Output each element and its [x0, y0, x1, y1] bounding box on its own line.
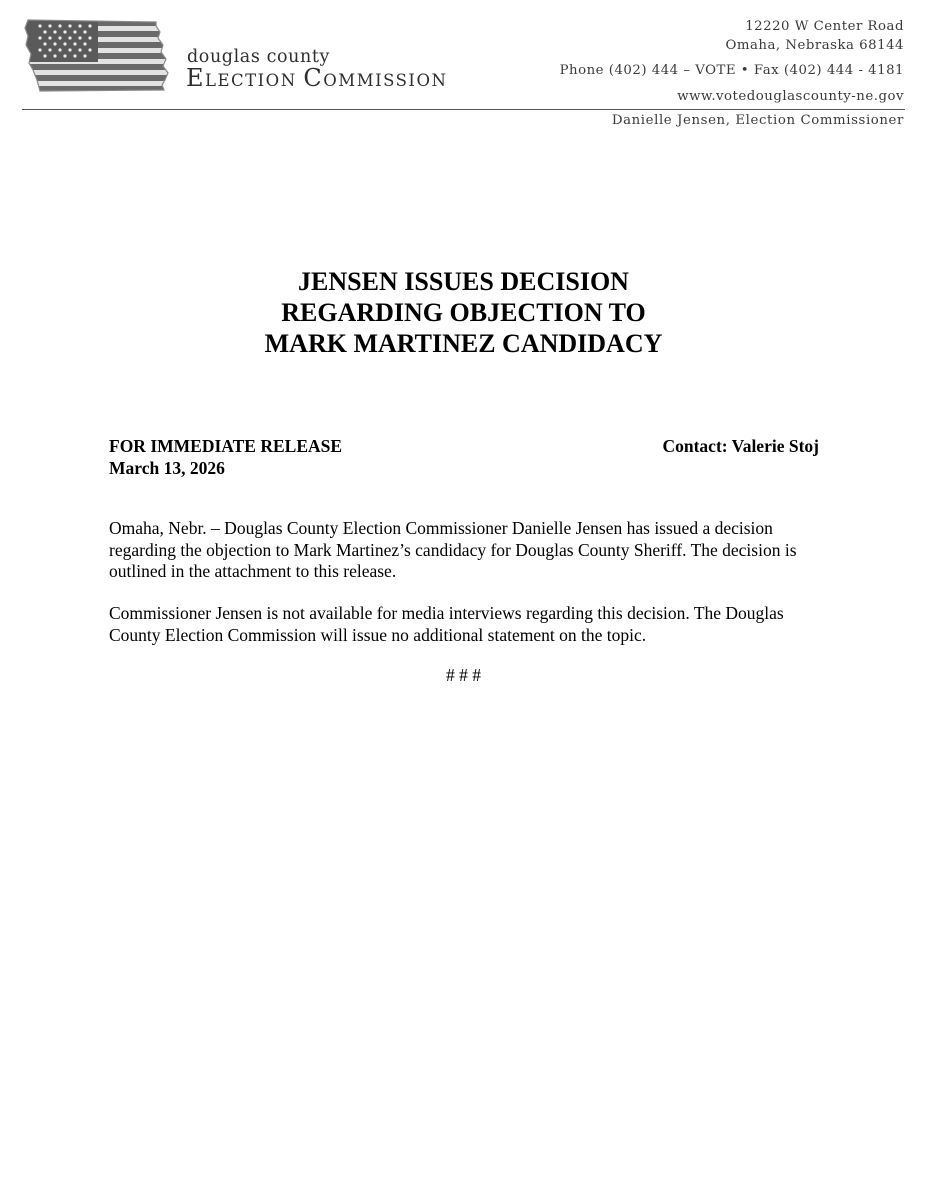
website-link[interactable]: www.votedouglascounty-ne.gov: [677, 89, 904, 104]
phone-fax: Phone (402) 444 – VOTE • Fax (402) 444 - 4181: [559, 63, 904, 78]
org-word-lection: LECTION: [205, 71, 297, 90]
release-label: FOR IMMEDIATE RELEASE: [109, 436, 343, 456]
headline-line2: REGARDING OBJECTION TO: [281, 298, 646, 327]
end-mark: # # #: [446, 665, 481, 685]
letterhead: [0, 0, 927, 140]
address-street: 12220 W Center Road: [745, 19, 904, 34]
flag-county-map-logo: [22, 18, 170, 94]
contact-info: Contact: Valerie Stoj: [662, 436, 819, 456]
body-paragraph-2: Commissioner Jensen is not available for media interviews regarding this decision. The Douglas County Election Commission will issue no additional statement on the topic.: [109, 603, 784, 645]
org-name-line1: douglas county: [187, 47, 330, 67]
org-initial-e: E: [186, 64, 206, 92]
org-initial-c: C: [303, 64, 324, 92]
org-name-line2: [186, 64, 447, 92]
commissioner-name: Danielle Jensen, Election Commissioner: [611, 113, 904, 128]
org-word-ommission: OMMISSION: [323, 71, 448, 90]
press-release-headline: [0, 266, 927, 359]
address-city: Omaha, Nebraska 68144: [725, 38, 904, 53]
headline-line3: MARK MARTINEZ CANDIDACY: [264, 329, 663, 358]
release-date: March 13, 2026: [109, 458, 225, 478]
body-paragraph-1: Omaha, Nebr. – Douglas County Election Commissioner Danielle Jensen has issued a decision regarding the objection to Mark Martinez’s candidacy for Douglas County Sheriff. The decision is outlined in the attachment to this release.: [109, 518, 797, 581]
letterhead-divider: [22, 109, 905, 110]
headline-line1: JENSEN ISSUES DECISION: [298, 267, 629, 296]
